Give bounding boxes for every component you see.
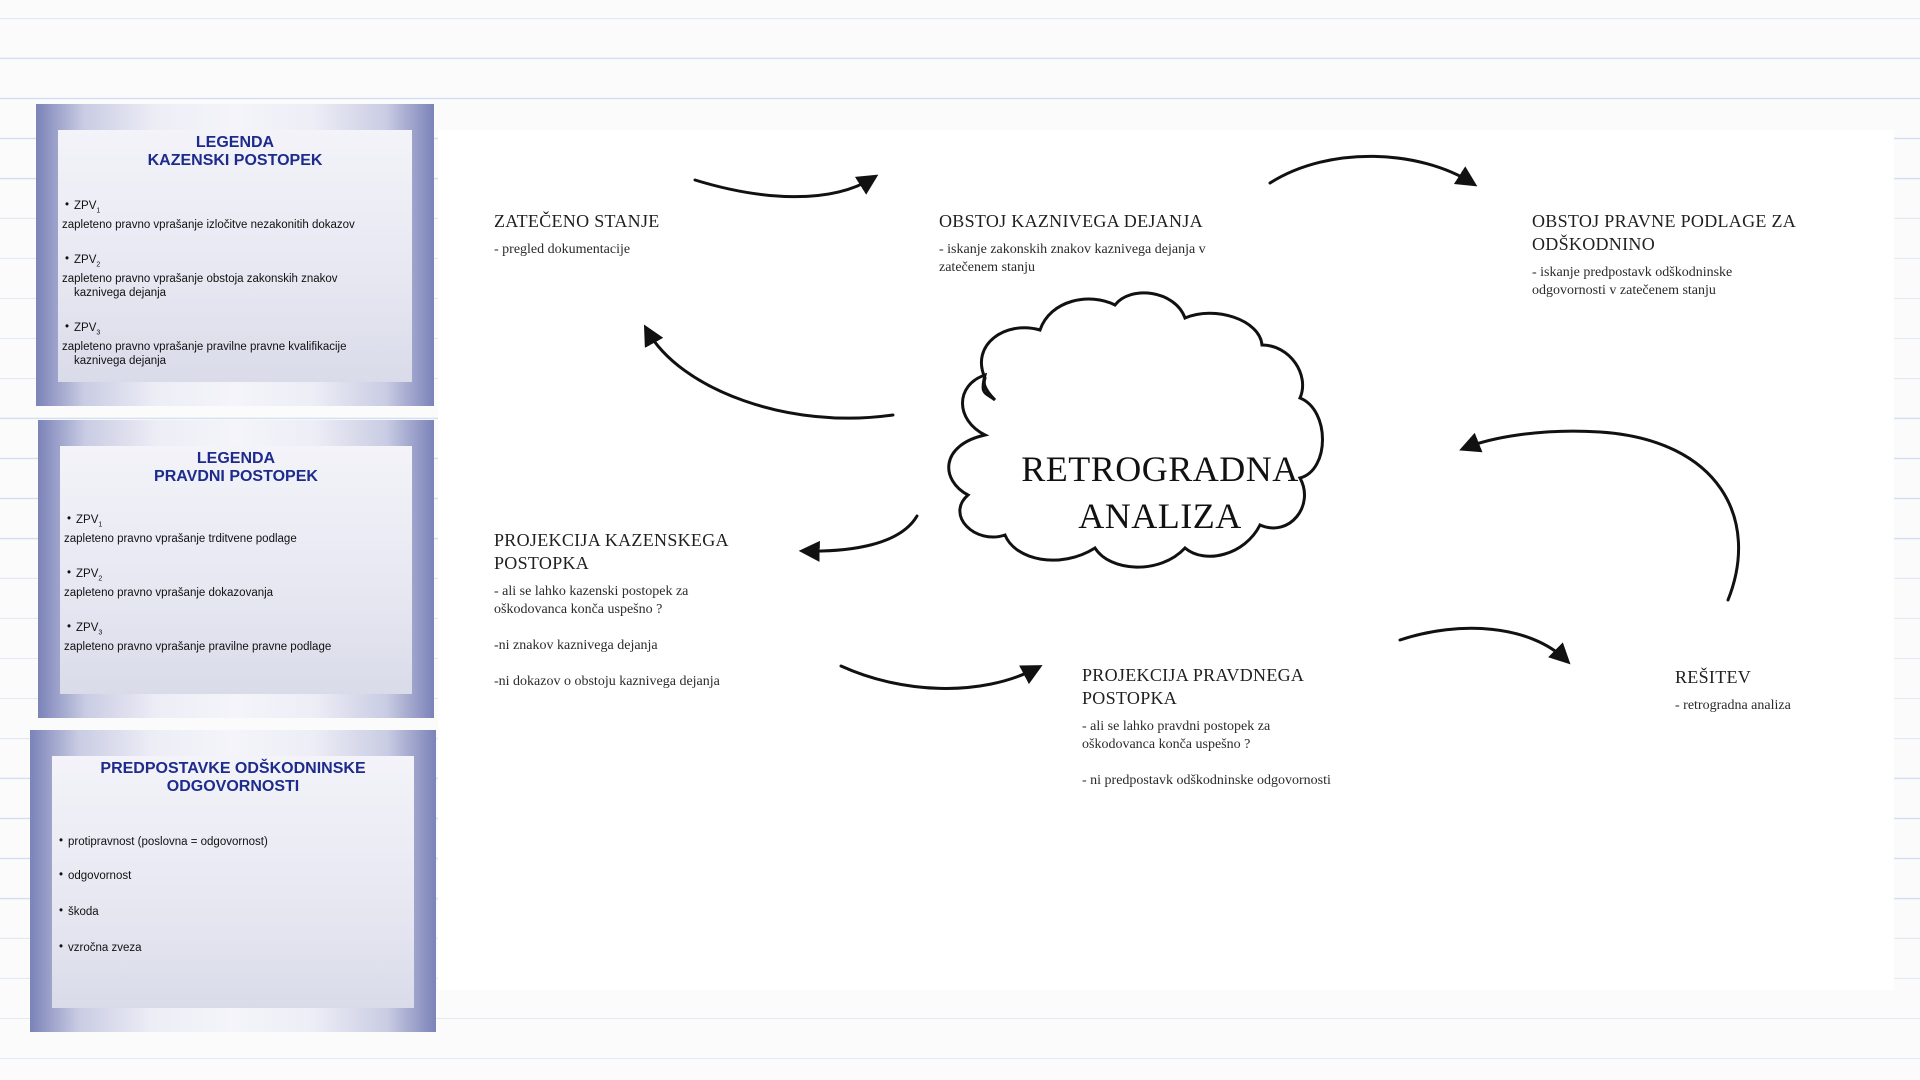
node-text: -ni znakov kaznivega dejanja bbox=[494, 638, 658, 653]
arrow-zateceno-to-obstoj-kd bbox=[695, 178, 873, 197]
legend-item-desc: zapleteno pravno vprašanje trditvene podlage bbox=[64, 533, 297, 546]
arrow-resitev-to-center bbox=[1465, 431, 1739, 600]
node-zateceno-stanje bbox=[494, 210, 660, 259]
node-title: ZATEČENO STANJE bbox=[494, 211, 660, 231]
node-resitev bbox=[1675, 666, 1791, 715]
legend-item-label: • $ZPV_2$ bbox=[64, 568, 406, 582]
node-title: PROJEKCIJA KAZENSKEGA POSTOPKA bbox=[494, 530, 729, 573]
legend-item-label: • $ZPV_1$ bbox=[64, 514, 406, 528]
node-text: - ni predpostavk odškodninske odgovornosti bbox=[1082, 773, 1331, 788]
legend-item-desc: zapleteno pravno vprašanje pravilne pravne kvalifikacije kaznivega dejanja bbox=[62, 341, 347, 368]
node-text: - iskanje zakonskih znakov kaznivega dejanja v zatečenem stanju bbox=[939, 242, 1206, 275]
legend-list-item: • odgovornost bbox=[56, 870, 131, 882]
legend-item-desc: zapleteno pravno vprašanje pravilne pravne podlage bbox=[64, 641, 332, 654]
arrow-center-to-proj-kaz bbox=[805, 516, 917, 551]
node-obstoj-kaznivega-dejanja bbox=[939, 210, 1206, 277]
arrow-center-to-zateceno bbox=[647, 330, 893, 418]
node-text: - ali se lahko kazenski postopek za oškodovanca konča uspešno ? bbox=[494, 584, 689, 617]
legend-predpostavke-title-line1: PREDPOSTAVKE ODŠKODNINSKE bbox=[100, 760, 366, 777]
legend-predpostavke-title-line2: ODGOVORNOSTI bbox=[166, 778, 300, 795]
node-text: - ali se lahko pravdni postopek za oškodovanca konča uspešno ? bbox=[1082, 719, 1271, 752]
legend-item-label: • $ZPV_3$ bbox=[62, 322, 406, 336]
arrow-proj-kaz-to-proj-prav bbox=[841, 666, 1037, 688]
node-projekcija-pravdnega bbox=[1082, 664, 1331, 790]
node-projekcija-kazenskega bbox=[494, 529, 729, 691]
center-title-line2: ANALIZA bbox=[1078, 496, 1242, 536]
legend-item-label: • $ZPV_3$ bbox=[64, 622, 406, 636]
arrow-proj-prav-to-resitev bbox=[1400, 628, 1566, 660]
legend-list-item: • vzročna zveza bbox=[56, 942, 142, 954]
node-text: - iskanje predpostavk odškodninske odgovornosti v zatečenem stanju bbox=[1532, 265, 1733, 298]
node-text: -ni dokazov o obstoju kaznivega dejanja bbox=[494, 674, 720, 689]
center-title-line1: RETROGRADNA bbox=[1021, 449, 1299, 489]
legend-item-label: • $ZPV_2$ bbox=[62, 254, 406, 268]
legend-pravni-title-line2: PRAVDNI POSTOPEK bbox=[154, 468, 318, 485]
arrow-obstoj-kd-to-obstoj-pp bbox=[1270, 156, 1472, 183]
legend-kazenski-title-line1: LEGENDA bbox=[195, 134, 275, 151]
legend-item-desc: zapleteno pravno vprašanje dokazovanja bbox=[64, 587, 274, 600]
center-title bbox=[990, 446, 1330, 540]
node-title: PROJEKCIJA PRAVDNEGA POSTOPKA bbox=[1082, 665, 1305, 708]
node-title: OBSTOJ KAZNIVEGA DEJANJA bbox=[939, 211, 1203, 231]
legend-kazenski-title-line2: KAZENSKI POSTOPEK bbox=[147, 152, 323, 169]
legend-item-desc: zapleteno pravno vprašanje obstoja zakonskih znakov kaznivega dejanja bbox=[62, 273, 338, 300]
node-text: - retrogradna analiza bbox=[1675, 698, 1791, 713]
node-title: REŠITEV bbox=[1675, 667, 1752, 687]
node-obstoj-pravne-podlage bbox=[1532, 210, 1796, 300]
legend-list-item: • škoda bbox=[56, 906, 99, 918]
node-text: - pregled dokumentacije bbox=[494, 242, 631, 257]
legend-item-label: • $ZPV_1$ bbox=[62, 200, 406, 214]
node-title: OBSTOJ PRAVNE PODLAGE ZA ODŠKODNINO bbox=[1532, 211, 1797, 254]
legend-item-desc: zapleteno pravno vprašanje izločitve nezakonitih dokazov bbox=[62, 219, 355, 232]
legend-list-item: • protipravnost (poslovna = odgovornost) bbox=[56, 836, 268, 848]
legend-pravni-title-line1: LEGENDA bbox=[196, 450, 276, 467]
